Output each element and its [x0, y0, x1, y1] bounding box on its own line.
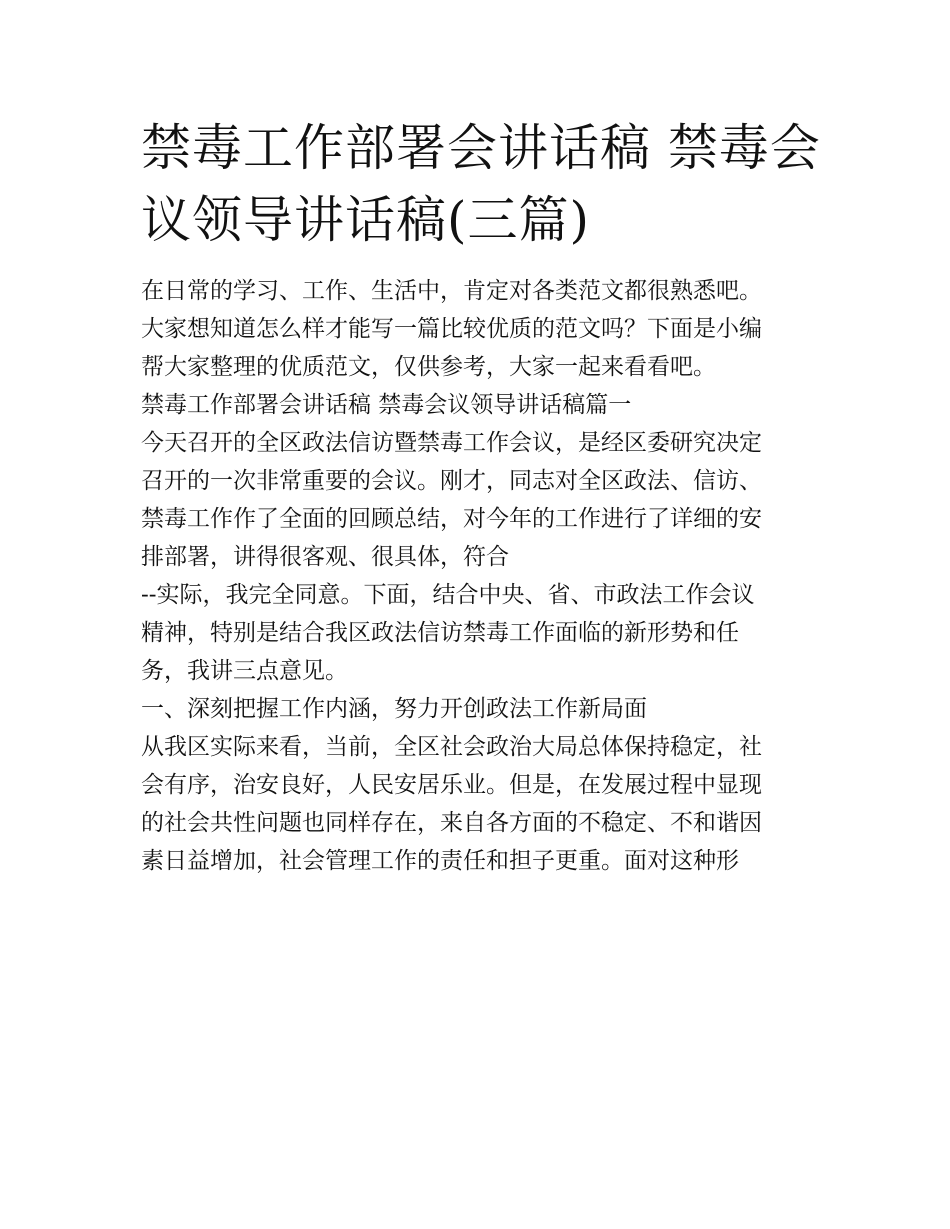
title-line: 禁毒工作部署会讲话稿 禁毒会 — [141, 119, 821, 177]
body-line: 的社会共性问题也同样存在，来自各方面的不稳定、不和谐因 — [141, 810, 762, 836]
body-line: 从我区实际来看，当前，全区社会政治大局总体保持稳定，社 — [141, 734, 762, 760]
body-line: --实际，我完全同意。下面，结合中央、省、市政法工作会议 — [141, 582, 755, 608]
intro-line: 大家想知道怎么样才能写一篇比较优质的范文吗？下面是小编 — [141, 316, 762, 342]
body-line: 精神，特别是结合我区政法信访禁毒工作面临的新形势和任 — [141, 620, 739, 646]
body-line: 排部署，讲得很客观、很具体，符合 — [141, 544, 509, 570]
body-line: 禁毒工作作了全面的回顾总结，对今年的工作进行了详细的安 — [141, 506, 762, 532]
subsection-heading: 一、深刻把握工作内涵，努力开创政法工作新局面 — [141, 696, 647, 722]
body-line: 务，我讲三点意见。 — [141, 658, 348, 684]
body-line: 今天召开的全区政法信访暨禁毒工作会议，是经区委研究决定 — [141, 430, 762, 456]
body-line: 素日益增加，社会管理工作的责任和担子更重。面对这种形 — [141, 848, 739, 874]
intro-line: 在日常的学习、工作、生活中，肯定对各类范文都很熟悉吧。 — [141, 278, 762, 304]
intro-line: 帮大家整理的优质范文，仅供参考，大家一起来看看吧。 — [141, 354, 716, 380]
section-heading: 禁毒工作部署会讲话稿 禁毒会议领导讲话稿篇一 — [141, 392, 632, 418]
body-line: 召开的一次非常重要的会议。刚才，同志对全区政法、信访、 — [141, 468, 762, 494]
document-content — [141, 112, 821, 880]
body-line: 会有序，治安良好，人民安居乐业。但是，在发展过程中显现 — [141, 772, 762, 798]
document-body — [141, 272, 813, 880]
title-line: 议领导讲话稿(三篇) — [141, 191, 591, 249]
document-title — [141, 112, 821, 256]
